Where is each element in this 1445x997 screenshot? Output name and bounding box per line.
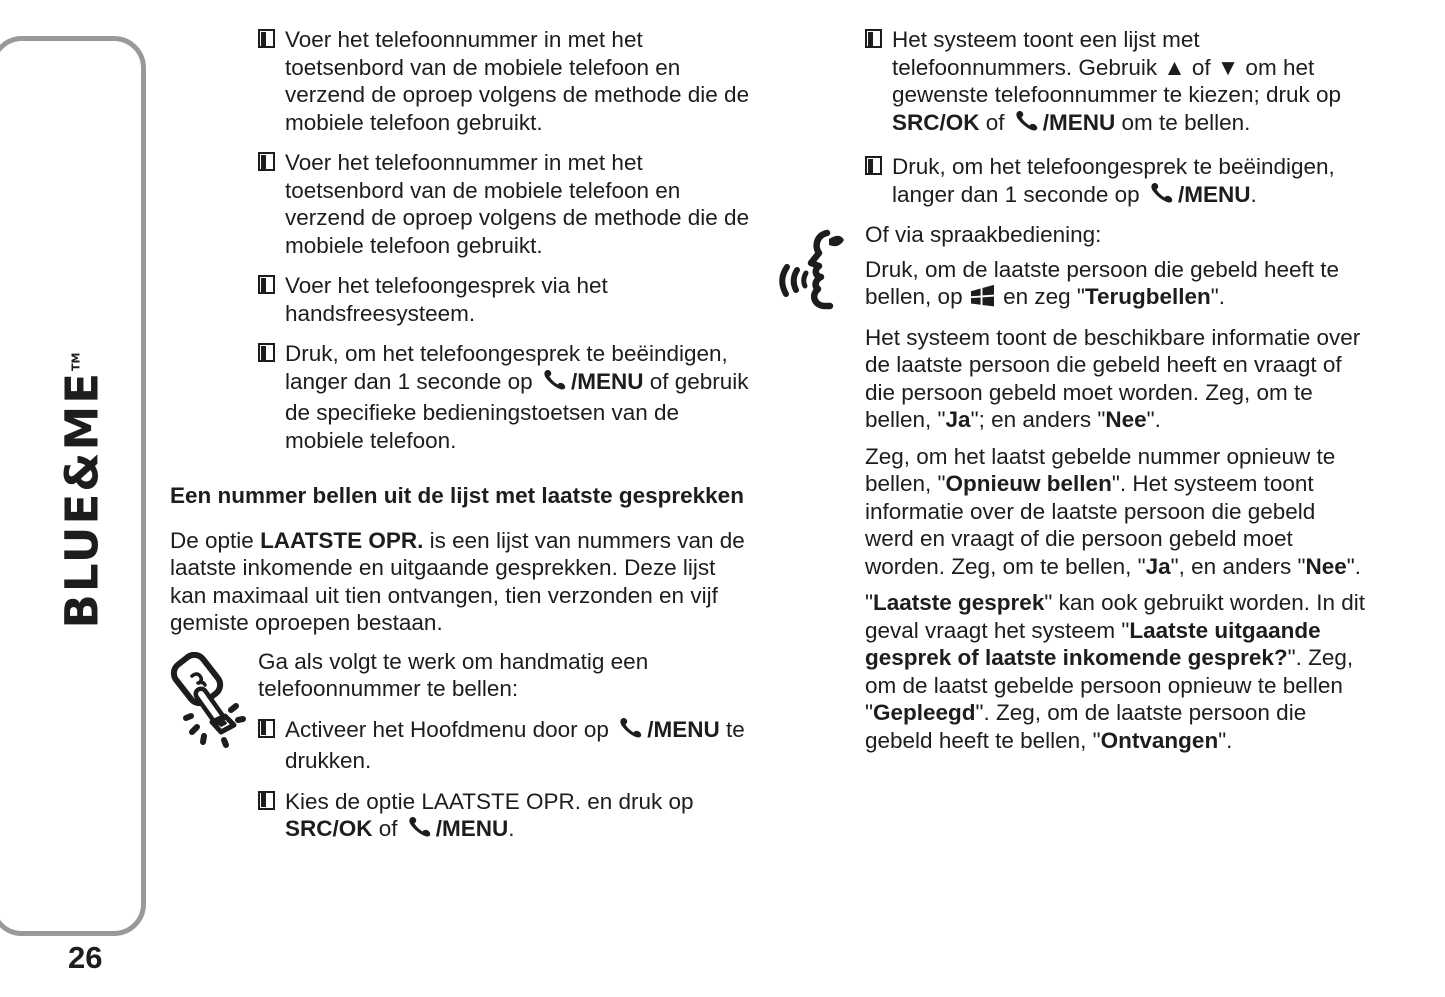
list-item [258, 26, 752, 136]
checkbox-bullet-icon [865, 29, 892, 49]
checkbox-bullet-icon [258, 791, 285, 811]
manual-dial-lead: Ga als volgt te werk om handmatig een telefoonnummer te bellen: [258, 648, 649, 701]
checkbox-bullet-icon [258, 29, 285, 49]
section-heading: Een nummer bellen uit de lijst met laatste gesprekken [170, 483, 744, 508]
manual-dial-bullet-list [258, 716, 752, 847]
phone-handset-icon [540, 368, 569, 400]
list-item-text: Kies de optie LAATSTE OPR. en druk op SRC/OK of /MENU. [285, 788, 752, 847]
manual-dial-section [170, 648, 752, 847]
checkbox-bullet-icon [258, 152, 285, 172]
windows-logo-icon [970, 285, 995, 315]
list-item-text: Het systeem toont een lijst met telefoonnummers. Gebruik ▲ of ▼ om het gewenste telefoonnummer te kiezen; druk op SRC/OK of /MENU om te bellen. [892, 26, 1369, 140]
phone-call-bullet-list [258, 26, 752, 454]
list-item-text: Druk, om het telefoongesprek te beëindigen, langer dan 1 seconde op /MENU. [892, 153, 1369, 212]
checkbox-bullet-icon [258, 275, 285, 295]
phone-list-bullet-list [865, 26, 1369, 212]
voice-paragraph: Druk, om de laatste persoon die gebeld heeft te bellen, op en zeg "Terugbellen". [865, 256, 1369, 315]
list-item-text: Activeer het Hoofdmenu door op /MENU te drukken. [285, 716, 745, 773]
speaking-face-icon [771, 227, 859, 325]
voice-control-section [865, 221, 1369, 754]
voice-paragraph: Zeg, om het laatst gebelde nummer opnieuw te bellen, "Opnieuw bellen". Het systeem toont informatie over de laatste persoon die gebeld werd en vraagt of die persoon gebeld moet worden. Zeg, om te bellen, "Ja", en anders "Nee". [865, 443, 1362, 579]
list-item-text: Voer het telefoonnummer in met het toetsenbord van de mobiele telefoon en verzend de oproep volgens de methode die de mobiele telefoon gebruikt. [285, 27, 750, 135]
page-number: 26 [68, 940, 103, 975]
trademark-mark: TM [69, 352, 83, 371]
brand-logo [20, 352, 144, 628]
voice-paragraph: "Laatste gesprek" kan ook gebruikt worden. In dit geval vraagt het systeem "Laatste uitgaande gesprek of laatste inkomende gesprek?". Zeg, om de laatst gebelde persoon opnieuw te bellen "Gepleegd". Zeg, om de laatste persoon die gebeld heeft te bellen, "Ontvangen". [865, 590, 1366, 753]
list-item [258, 716, 752, 775]
list-item [865, 26, 1369, 140]
list-item [258, 340, 752, 454]
voice-paragraph: Het systeem toont de beschikbare informatie over de laatste persoon die gebeld heeft en vraagt of die persoon gebeld moet worden. Zeg, om te bellen, "Ja"; en anders "Nee". [865, 324, 1361, 432]
hand-press-button-icon [164, 652, 250, 754]
right-column [865, 26, 1369, 754]
checkbox-bullet-icon [258, 719, 285, 739]
checkbox-bullet-icon [258, 343, 285, 363]
brand-logo-text: BLUE&ME [55, 370, 109, 628]
list-item [258, 149, 752, 259]
list-item-text: Voer het telefoonnummer in met het toetsenbord van de mobiele telefoon en verzend de oproep volgens de methode die de mobiele telefoon gebruikt. [285, 150, 750, 258]
list-item [865, 153, 1369, 212]
list-item-text: Voer het telefoongesprek via het handsfreesysteem. [285, 273, 608, 326]
intro-paragraph: De optie LAATSTE OPR. is een lijst van nummers van de laatste inkomende en uitgaande gesprekken. Deze lijst kan maximaal uit tien ontvangen, tien verzonden en vijf gemiste oproepen bestaan. [170, 527, 745, 635]
phone-handset-icon [616, 716, 645, 748]
phone-handset-icon [1012, 109, 1041, 141]
phone-handset-icon [1147, 181, 1176, 213]
phone-handset-icon [405, 815, 434, 847]
list-item-text: Druk, om het telefoongesprek te beëindigen, langer dan 1 seconde op /MENU of gebruik de specifieke bedieningstoetsen van de mobiele telefoon. [285, 341, 749, 453]
list-item [258, 272, 752, 327]
checkbox-bullet-icon [865, 156, 892, 176]
left-column [170, 26, 752, 847]
list-item [258, 788, 752, 847]
voice-intro: Of via spraakbediening: [865, 222, 1102, 247]
